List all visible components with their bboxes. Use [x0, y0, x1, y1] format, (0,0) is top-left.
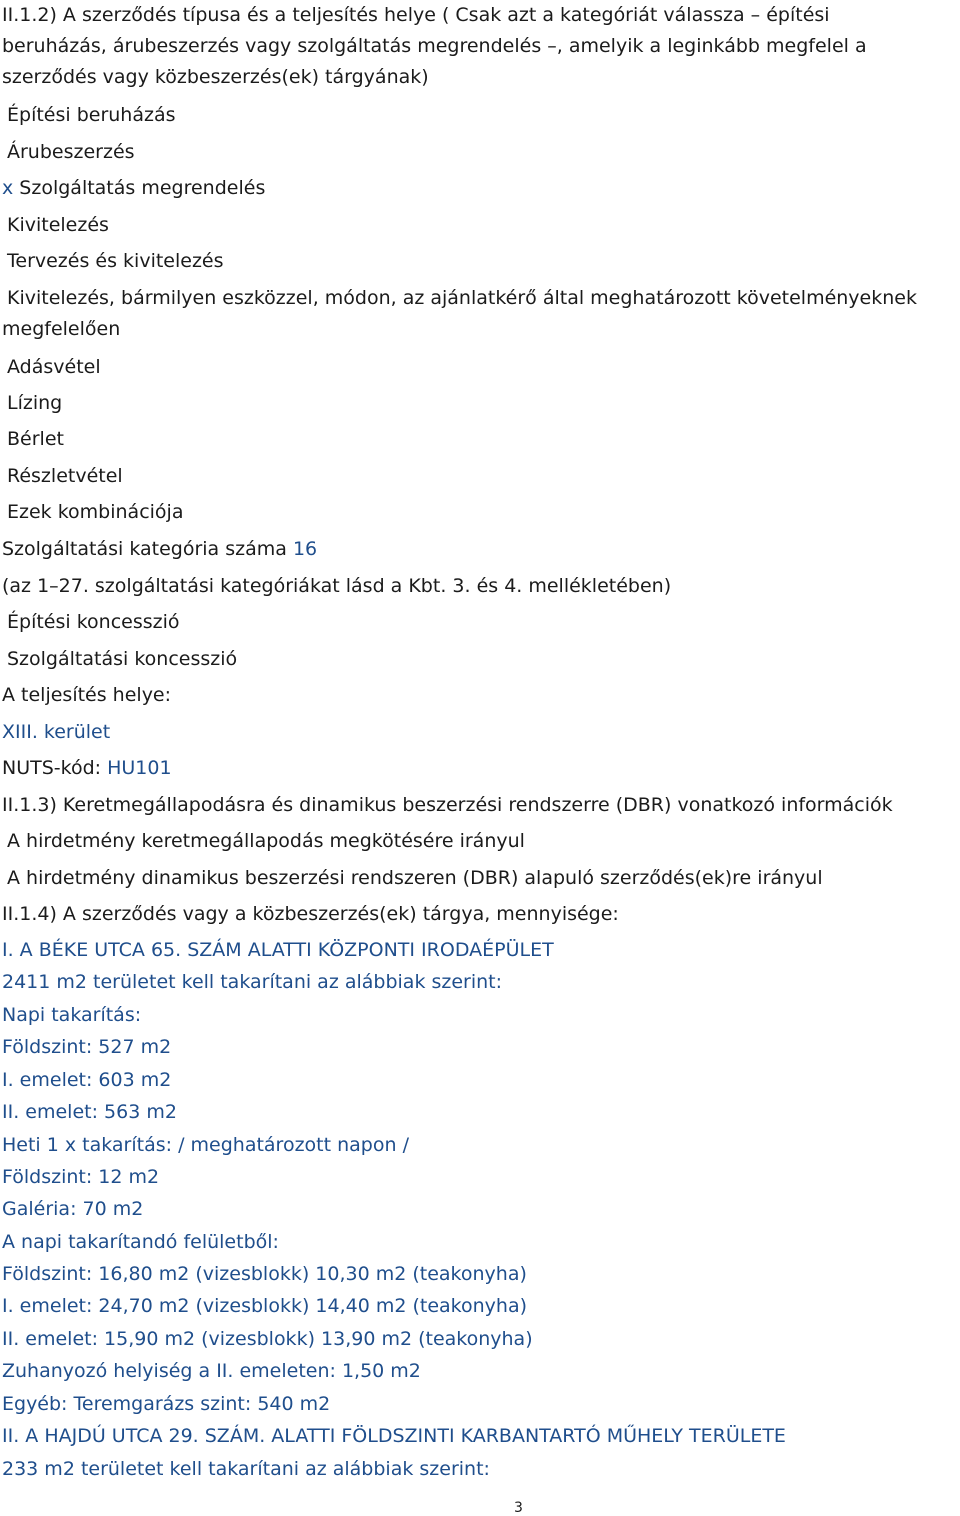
- object-line: A napi takarítandó felületből:: [2, 1231, 279, 1253]
- section-title: szerződés vagy közbeszerzés(ek) tárgyának): [2, 66, 429, 88]
- option-reszletvetel: Részletvétel: [7, 465, 123, 487]
- nuts-label: NUTS-kód:: [2, 757, 102, 779]
- object-line: Egyéb: Teremgarázs szint: 540 m2: [2, 1393, 331, 1415]
- object-line: I. emelet: 603 m2: [2, 1069, 172, 1091]
- option-kombinacio: Ezek kombinációja: [7, 501, 184, 523]
- section-title: II.1.4) A szerződés vagy a közbeszerzés(ek) tárgya, mennyisége:: [2, 903, 619, 925]
- page-number: 3: [514, 1500, 523, 1516]
- object-line: II. emelet: 15,90 m2 (vizesblokk) 13,90 m2 (teakonyha): [2, 1328, 533, 1350]
- object-line: 2411 m2 területet kell takarítani az alábbiak szerint:: [2, 971, 503, 993]
- location-label: A teljesítés helye:: [2, 684, 172, 706]
- object-line: 233 m2 területet kell takarítani az alábbiak szerint:: [2, 1458, 490, 1480]
- object-line: II. A HAJDÚ UTCA 29. SZÁM. ALATTI FÖLDSZINTI KARBANTARTÓ MŰHELY TERÜLETE: [2, 1425, 786, 1447]
- object-line: Földszint: 16,80 m2 (vizesblokk) 10,30 m2 (teakonyha): [2, 1263, 527, 1285]
- location-value: XIII. kerület: [2, 721, 111, 743]
- object-line: Zuhanyozó helyiség a II. emeleten: 1,50 m2: [2, 1360, 421, 1382]
- option-arubeszerzes: Árubeszerzés: [7, 141, 135, 163]
- category-label: Szolgáltatási kategória száma: [2, 538, 287, 560]
- option-kivitelezes-barmilyen: Kivitelezés, bármilyen eszközzel, módon, az ajánlatkérő által meghatározott követelményeknek: [7, 287, 917, 309]
- section-title: II.1.3) Keretmegállapodásra és dinamikus beszerzési rendszerre (DBR) vonatkozó információk: [2, 794, 893, 816]
- option-kivitelezes-barmilyen-cont: megfelelően: [2, 318, 121, 340]
- option-epitesi-beruhazas: Építési beruházás: [7, 104, 176, 126]
- nuts-code: [2, 756, 172, 780]
- section-title: II.1.2) A szerződés típusa és a teljesítés helye ( Csak azt a kategóriát válassza – építési: [2, 4, 830, 26]
- option-keretmegallapodas: A hirdetmény keretmegállapodás megkötésére irányul: [7, 830, 525, 852]
- object-line: Napi takarítás:: [2, 1004, 142, 1026]
- category-value: 16: [292, 538, 318, 560]
- object-line: Földszint: 12 m2: [2, 1166, 160, 1188]
- option-lizing: Lízing: [7, 392, 63, 414]
- option-epitesi-koncesszio: Építési koncesszió: [7, 611, 180, 633]
- category-note: (az 1–27. szolgáltatási kategóriákat lásd a Kbt. 3. és 4. mellékletében): [2, 575, 672, 597]
- section-title: beruházás, árubeszerzés vagy szolgáltatás megrendelés –, amelyik a leginkább megfelel a: [2, 35, 867, 57]
- option-adasvetel: Adásvétel: [7, 356, 101, 378]
- category-number: [2, 537, 317, 561]
- object-line: Heti 1 x takarítás: / meghatározott napon /: [2, 1134, 409, 1156]
- option-dbr: A hirdetmény dinamikus beszerzési rendszeren (DBR) alapuló szerződés(ek)re irányul: [7, 867, 823, 889]
- option-kivitelezes: Kivitelezés: [7, 214, 109, 236]
- option-szolgaltatasi-koncesszio: Szolgáltatási koncesszió: [7, 648, 238, 670]
- object-line: Földszint: 527 m2: [2, 1036, 172, 1058]
- object-line: I. emelet: 24,70 m2 (vizesblokk) 14,40 m2 (teakonyha): [2, 1295, 528, 1317]
- option-berlet: Bérlet: [7, 428, 64, 450]
- selected-mark: x: [2, 177, 14, 199]
- option-szolgaltatas-megrendeles: [2, 176, 265, 200]
- option-tervezes: Tervezés és kivitelezés: [7, 250, 224, 272]
- option-label: Szolgáltatás megrendelés: [19, 177, 266, 199]
- nuts-value: HU101: [107, 757, 172, 779]
- object-line: I. A BÉKE UTCA 65. SZÁM ALATTI KÖZPONTI IRODAÉPÜLET: [2, 939, 554, 961]
- object-line: Galéria: 70 m2: [2, 1198, 144, 1220]
- object-line: II. emelet: 563 m2: [2, 1101, 177, 1123]
